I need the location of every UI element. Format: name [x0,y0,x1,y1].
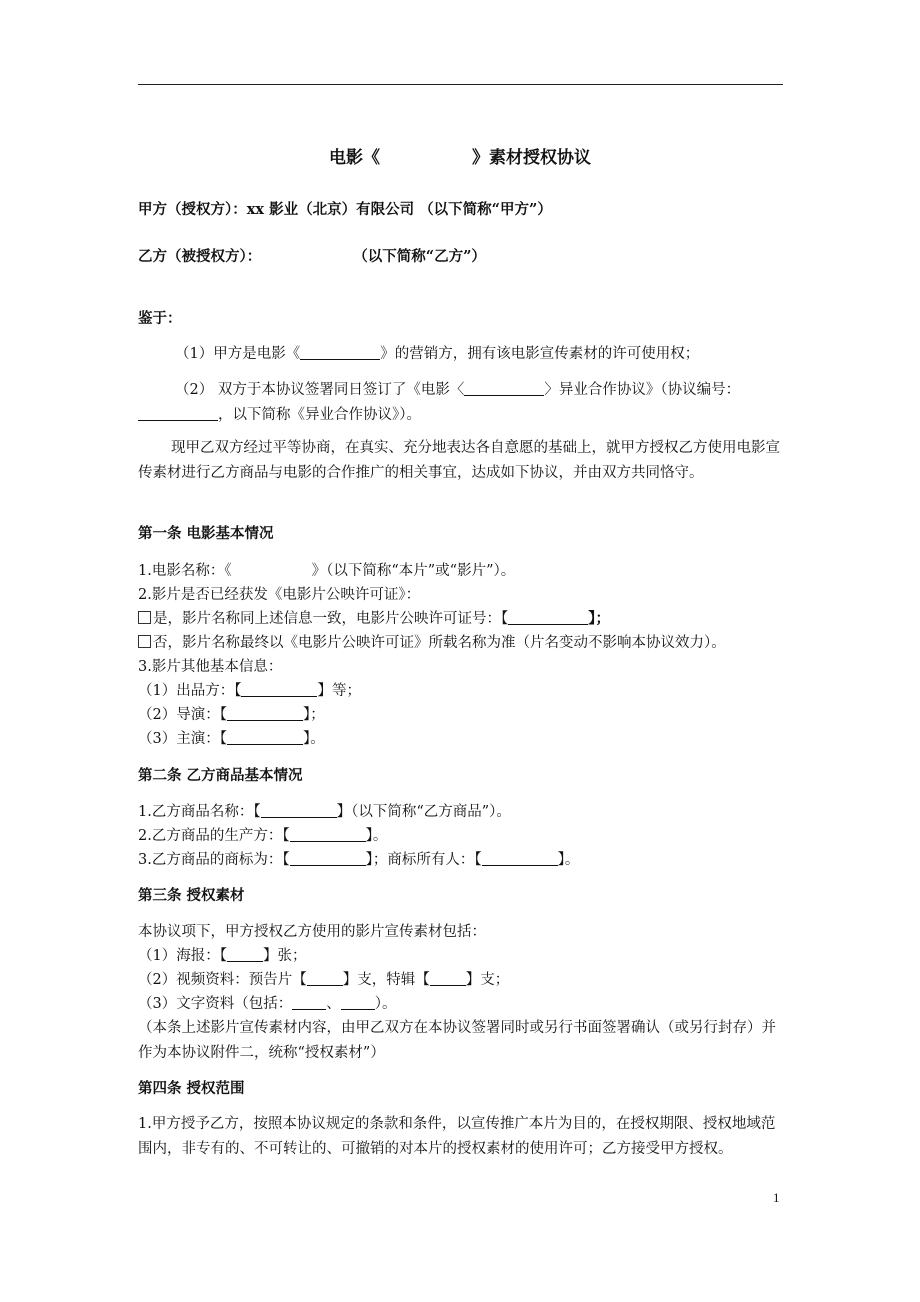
party-b [138,245,486,269]
trailer-count-blank [307,969,343,986]
whereas-heading: 鉴于： [138,310,182,327]
art3-line3 [138,968,509,992]
party-b-suffix: （以下简称“乙方”） [353,248,486,265]
art3-l4-pre: （3）文字资料（包括： [138,996,293,1012]
poster-count-blank [227,945,263,962]
art2-line3 [138,848,579,872]
art1-l6-post: 】等； [317,683,361,699]
license-number-blank [508,608,588,625]
title-right: 》素材授权协议 [472,148,591,168]
whereas-clause-2 [175,378,740,402]
art3-l3-pre: （2）视频资料：预告片【 [138,972,307,988]
art2-l3-post: 】。 [557,852,580,868]
party-a: 甲方（授权方）：xx 影业（北京）有限公司 （以下简称“甲方”） [138,201,552,218]
article-1-title: 第一条 电影基本情况 [138,525,274,542]
art3-note: （本条上述影片宣传素材内容，由甲乙双方在本协议签署同时或另行书面签署确认（或另行封存）并作为本协议附件二，统称“授权素材”） [138,1020,776,1061]
agreement-number-blank [138,404,218,421]
article-2-title: 第二条 乙方商品基本情况 [138,767,303,784]
no-checkbox[interactable] [138,635,151,648]
producer-blank [241,680,317,697]
director-blank [227,704,303,721]
text-material-blank-1 [292,993,326,1010]
whereas-clause-1 [175,342,699,366]
art3-line1: 本协议项下，甲方授权乙方使用的影片宣传素材包括： [138,924,486,940]
page-number: 1 [773,1190,780,1205]
cast-blank [227,728,303,745]
art1-l3-pre: 是，影片名称同上述信息一致，电影片公映许可证号：【 [153,611,509,627]
art1-line3 [138,607,610,631]
art1-l8-post: 】。 [302,731,325,747]
title-left: 电影《 [329,148,380,168]
art2-l3-pre: 3.乙方商品的商标为：【 [138,852,290,868]
art4-paragraph-1: 1.甲方授予乙方，按照本协议规定的条款和条件，以宣传推广本片为目的，在授权期限、授权地域范围内，非专有的、不可转让的、可撤销的对本片的授权素材的使用许可；乙方接受甲方授权。 [138,1116,776,1157]
art3-l2-pre: （1）海报：【 [138,948,227,964]
article-3-title: 第三条 授权素材 [138,887,245,904]
art1-l1-post: 》（以下简称“本片”或“影片”）。 [311,563,516,579]
clause1-post: 》的营销方，拥有该电影宣传素材的许可使用权； [380,346,700,362]
art1-l7-pre: （2）导演：【 [138,707,227,723]
art2-line2 [138,824,387,848]
art1-line1 [138,559,515,583]
art1-line5: 3.影片其他基本信息： [138,659,283,675]
art1-l7-post: 】； [302,707,325,723]
yes-checkbox[interactable] [138,611,151,624]
art3-line2 [138,944,306,968]
art3-l4-mid: 、 [326,996,341,1012]
art1-l8-pre: （3）主演：【 [138,731,227,747]
intro-paragraph: 现甲乙双方经过平等协商，在真实、充分地表达各自意愿的基础上，就甲方授权乙方使用电影宣传素材进行乙方商品与电影的合作推广的相关事宜，达成如下协议，并由双方共同恪守。 [138,440,780,481]
movie-name-blank [300,343,380,360]
art1-line8 [138,727,325,751]
art2-l2-pre: 2.乙方商品的生产方：【 [138,828,290,844]
art1-l4-text: 否，影片名称最终以《电影片公映许可证》所载名称为准（片名变动不影响本协议效力）。 [153,635,726,651]
art1-line6 [138,679,361,703]
art1-line7 [138,703,325,727]
whereas-clause-2-cont [138,403,421,427]
art1-l6-pre: （1）出品方：【 [138,683,242,699]
art2-l2-post: 】。 [365,828,388,844]
document-title [0,143,920,168]
coop-movie-blank [464,379,544,396]
clause2-post: ，以下简称《异业合作协议》）。 [218,407,421,423]
party-b-label: 乙方（被授权方）： [138,248,262,265]
art2-l1-pre: 1.乙方商品名称：【 [138,804,261,820]
art2-line1 [138,800,511,824]
art2-l1-post: 】（以下简称“乙方商品”）。 [336,804,511,820]
clause1-pre: （1）甲方是电影《 [175,346,301,362]
art3-l2-post: 】张； [262,948,307,964]
header-rule [138,84,783,85]
art1-line2: 2.影片是否已经获发《电影片公映许可证》： [138,587,421,603]
clause2-pre: （2） 双方于本协议签署同日签订了《电影〈 [175,382,465,398]
product-name-blank [261,801,337,818]
art1-l3-post: 】； [588,610,610,627]
trademark-owner-blank [482,849,558,866]
clause2-mid: 〉异业合作协议》（协议编号： [544,382,741,398]
article-4-title: 第四条 授权范围 [138,1080,245,1097]
featurette-count-blank [430,969,466,986]
trademark-blank [290,849,366,866]
art1-l1-pre: 1.电影名称：《 [138,563,232,579]
art3-l3-post: 】支； [465,972,510,988]
art1-line4 [138,631,726,655]
art3-line4 [138,992,396,1016]
text-material-blank-2 [341,993,375,1010]
art3-l3-mid: 】支，特辑【 [342,972,430,988]
manufacturer-blank [290,825,366,842]
art2-l3-mid: 】；商标所有人：【 [365,852,482,868]
art3-l4-post: ）。 [374,996,397,1012]
